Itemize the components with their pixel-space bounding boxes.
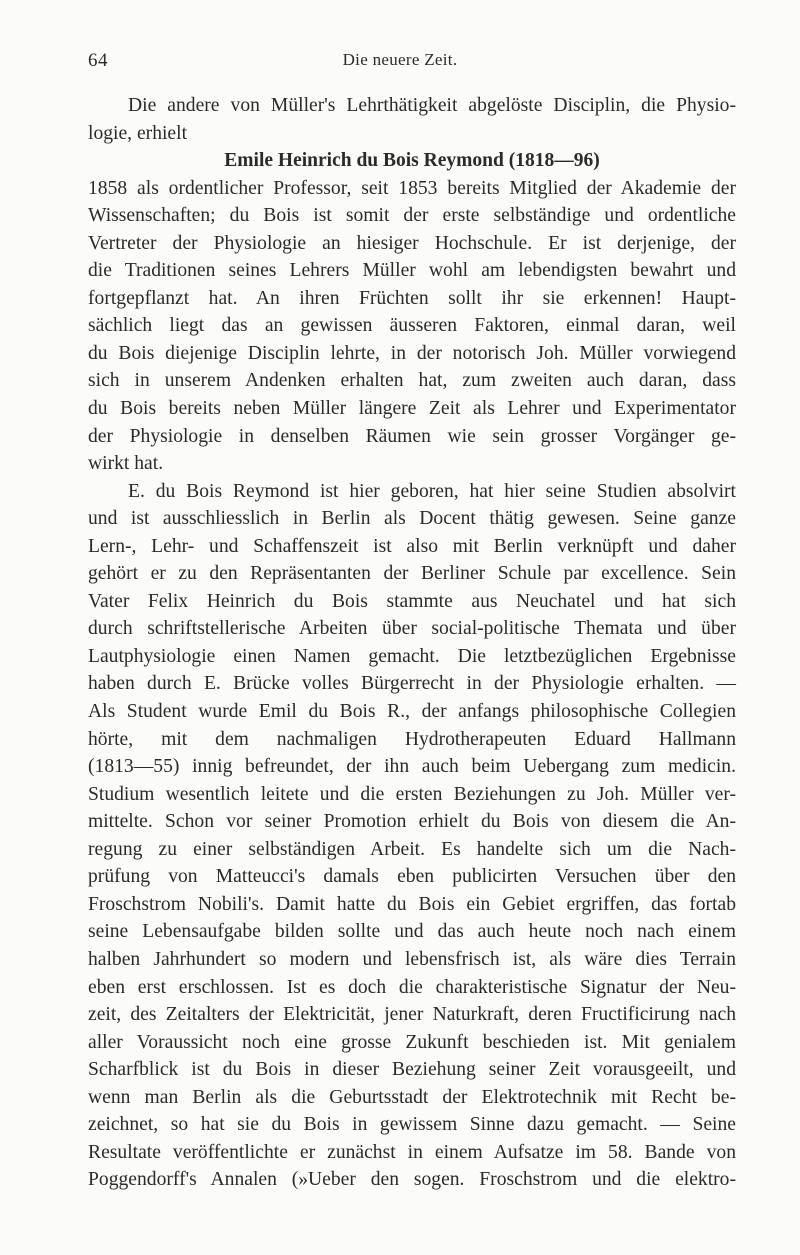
text-line: seine Lebensaufgabe bilden sollte und das auch heute noch nach einem bbox=[88, 921, 736, 943]
text-line: der Physiologie in denselben Räumen wie sein grosser Vorgänger ge- bbox=[88, 425, 736, 447]
text-line: logie, erhielt bbox=[88, 122, 188, 144]
text-line: regung zu einer selbständigen Arbeit. Es handelte sich um die Nach- bbox=[88, 838, 736, 860]
text-line: du Bois diejenige Disciplin lehrte, in der notorisch Joh. Müller vorwiegend bbox=[88, 342, 736, 364]
text-line: Als Student wurde Emil du Bois R., der anfangs philosophische Collegien bbox=[88, 701, 736, 723]
running-head: Die neuere Zeit. bbox=[342, 50, 458, 69]
text-line: hörte, mit dem nachmaligen Hydrotherapeuten Eduard Hallmann bbox=[88, 728, 736, 750]
text-line: (1813—55) innig befreundet, der ihn auch beim Uebergang zum medicin. bbox=[88, 756, 736, 778]
text-line: eben erst erschlossen. Ist es doch die charakteristische Signatur der Neu- bbox=[88, 976, 736, 998]
text-line: Vater Felix Heinrich du Bois stammte aus Neuchatel und hat sich bbox=[88, 590, 736, 612]
text-line: die Traditionen seines Lehrers Müller wohl am lebendigsten bewahrt und bbox=[88, 260, 736, 282]
text-line: haben durch E. Brücke volles Bürgerrecht in der Physiologie erhalten. — bbox=[88, 673, 736, 695]
text-line: Vertreter der Physiologie an hiesiger Hochschule. Er ist derjenige, der bbox=[88, 232, 736, 254]
text-line: zeit, des Zeitalters der Elektricität, jener Naturkraft, deren Fructificirung nach bbox=[88, 1004, 736, 1026]
text-line: aller Voraussicht noch eine grosse Zukunft beschieden ist. Mit genialem bbox=[88, 1031, 736, 1053]
text-line: Poggendorff's Annalen (»Ueber den sogen. Froschstrom und die elektro- bbox=[88, 1169, 736, 1191]
text-line: 1858 als ordentlicher Professor, seit 1853 bereits Mitglied der Akademie der bbox=[88, 177, 736, 199]
text-line: wirkt hat. bbox=[88, 453, 164, 475]
text-line: mittelte. Schon vor seiner Promotion erhielt du Bois von diesem die An- bbox=[88, 811, 736, 833]
text-line: Lautphysiologie einen Namen gemacht. Die letztbezüglichen Ergebnisse bbox=[88, 645, 736, 667]
text-line: Die andere von Müller's Lehrthätigkeit abgelöste Disciplin, die Physio- bbox=[128, 95, 736, 116]
text-line: halben Jahrhundert so modern und lebensfrisch ist, als wäre dies Terrain bbox=[88, 948, 736, 970]
text-line: sich in unserem Andenken erhalten hat, zum zweiten auch daran, dass bbox=[88, 370, 736, 392]
text-line: sächlich liegt das an gewissen äusseren Faktoren, einmal daran, weil bbox=[88, 315, 736, 337]
page-header bbox=[88, 50, 712, 76]
text-line: wenn man Berlin als die Geburtsstadt der Elektrotechnik mit Recht be- bbox=[88, 1086, 736, 1108]
text-line: Wissenschaften; du Bois ist somit der erste selbständige und ordentliche bbox=[88, 205, 736, 227]
text-line: durch schriftstellerische Arbeiten über social-politische Themata und über bbox=[88, 618, 736, 640]
body-text bbox=[88, 92, 736, 1194]
text-line: Resultate veröffentlichte er zunächst in einem Aufsatze im 58. Bande von bbox=[88, 1141, 736, 1163]
text-line: und ist ausschliesslich in Berlin als Docent thätig gewesen. Seine ganze bbox=[88, 508, 736, 530]
text-line: zeichnet, so hat sie du Bois in gewissem Sinne dazu gemacht. — Seine bbox=[88, 1114, 736, 1136]
text-line: gehört er zu den Repräsentanten der Berliner Schule par excellence. Sein bbox=[88, 563, 736, 585]
text-line: E. du Bois Reymond ist hier geboren, hat hier seine Studien absolvirt bbox=[128, 480, 736, 502]
text-line: Studium wesentlich leitete und die ersten Beziehungen zu Joh. Müller ver- bbox=[88, 783, 736, 805]
text-line: Scharfblick ist du Bois in dieser Beziehung seiner Zeit vorausgeeilt, und bbox=[88, 1059, 736, 1081]
text-line: prüfung von Matteucci's damals eben publicirten Versuchen über den bbox=[88, 866, 736, 888]
text-line: Lern-, Lehr- und Schaffenszeit ist also mit Berlin verknüpft und daher bbox=[88, 535, 736, 557]
text-line: fortgepflanzt hat. An ihren Früchten sollt ihr sie erkennen! Haupt- bbox=[88, 287, 736, 309]
text-line: du Bois bereits neben Müller längere Zeit als Lehrer und Experimentator bbox=[88, 398, 736, 420]
page-number: 64 bbox=[88, 50, 108, 71]
text-line: Froschstrom Nobili's. Damit hatte du Bois ein Gebiet ergriffen, das fortab bbox=[88, 893, 736, 915]
section-heading: Emile Heinrich du Bois Reymond (1818—96) bbox=[224, 150, 600, 172]
